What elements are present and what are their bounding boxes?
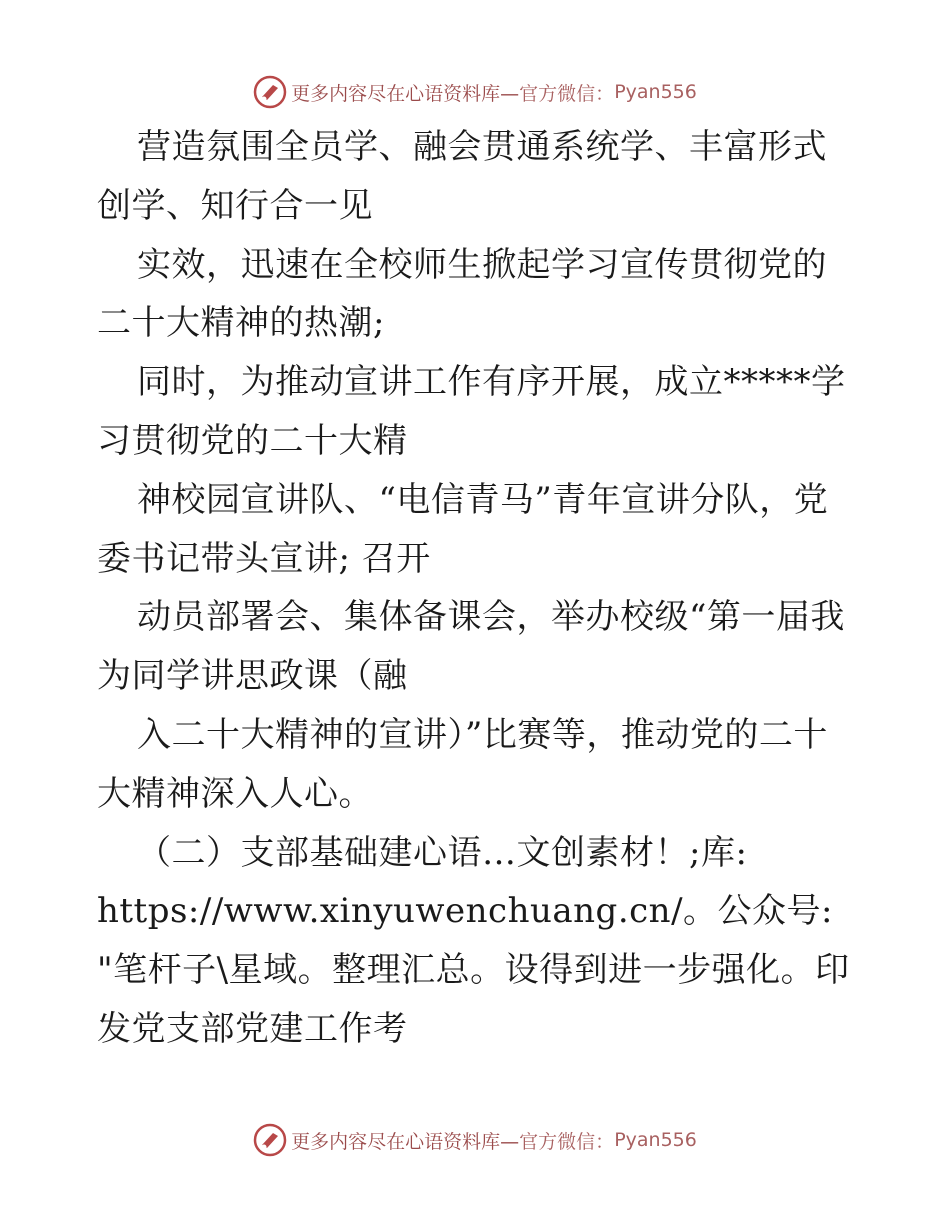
wechat-label: 官方微信： (519, 82, 615, 105)
brand-logo-icon (253, 1123, 287, 1157)
paragraph-7: （二）支部基础建心语…文创素材！;库: (137, 832, 748, 873)
paragraph-2: 实效，迅速在全校师生掀起学习宣传贯彻党的二十大精神的热潮; (97, 244, 827, 344)
paragraph-6: 入二十大精神的宣讲）”比赛等，推动党的二十大精神深入人心。 (97, 714, 828, 814)
paragraph-3: 同时，为推动宣讲工作有序开展，成立*****学习贯彻党的二十大精 (97, 362, 846, 461)
brand-logo-icon (253, 75, 287, 109)
wechat-label: 官方微信： (519, 1130, 615, 1153)
banner-text: 更多内容尽在心语资料库— (291, 82, 520, 105)
wechat-id: Pyan556 (614, 81, 697, 103)
footer-banner (0, 1120, 950, 1160)
paragraph-1: 营造氛围全员学、融会贯通系统学、丰富形式创学、知行合一见 (97, 127, 827, 226)
wechat-id: Pyan556 (614, 1129, 697, 1151)
header-banner (0, 72, 950, 112)
banner-text: 更多内容尽在心语资料库— (291, 1130, 520, 1153)
paragraph-url: https://www.xinyuwenchuang.cn/。公众号: "笔杆子\星域。整理汇总。设得到进一步强化。印发党支部党建工作考 (97, 891, 850, 1049)
paragraph-5: 动员部署会、集体备课会，举办校级“第一届我为同学讲思政课（融 (97, 597, 845, 697)
paragraph-4: 神校园宣讲队、“电信青马”青年宣讲分队，党委书记带头宣讲; 召开 (97, 479, 829, 579)
document-body (97, 118, 857, 1059)
